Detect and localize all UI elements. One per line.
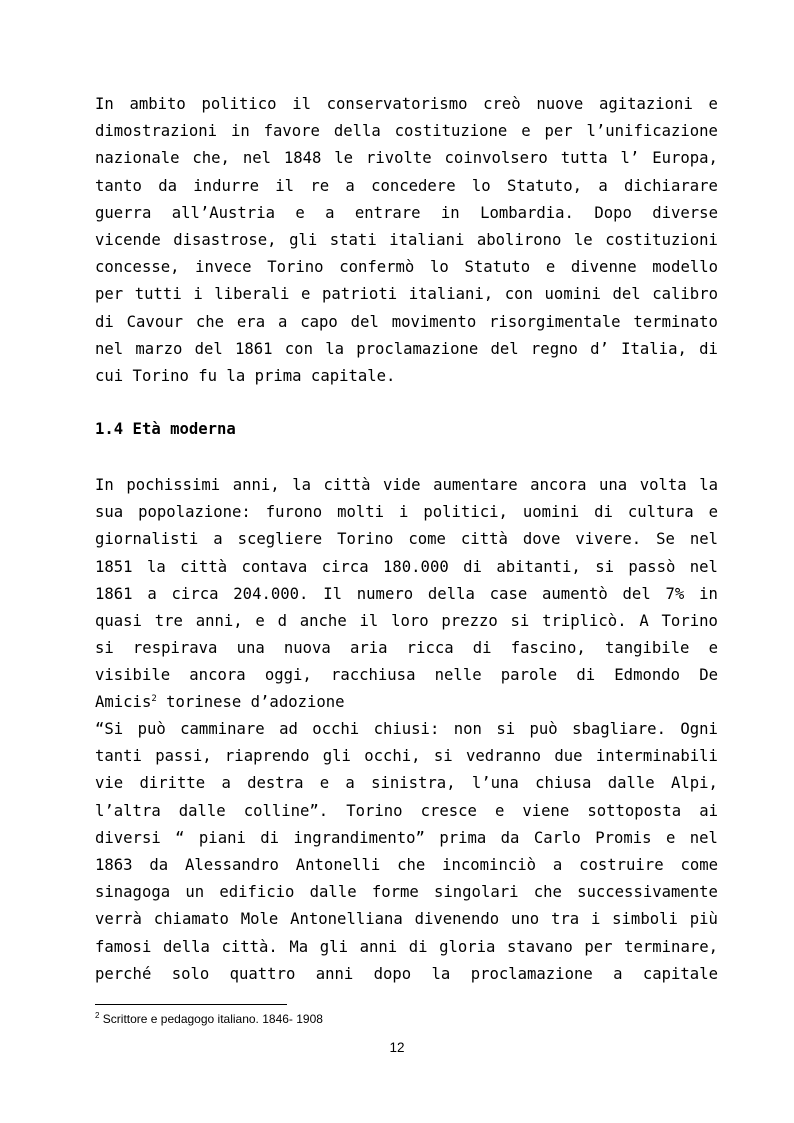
footnote [95,1012,323,1026]
text-line: famosi della città. Ma gli anni di gloria stavano per terminare, [95,937,718,956]
text-line: 1861 a circa 204.000. Il numero della case aumentò del 7% in [95,584,718,603]
text-line: tanti passi, riaprendo gli occhi, si vedranno due interminabili [95,747,718,766]
text-line: l’altra dalle colline”. Torino cresce e viene sottoposta ai [95,801,718,820]
text-line: per tutti i liberali e patrioti italiani, con uomini del calibro [95,285,718,304]
footnote-number: 2 [95,1011,100,1020]
footnote-separator [95,1004,287,1005]
text-line: sua popolazione: furono molti i politici, uomini di cultura e [95,503,718,522]
section-heading: 1.4 Età moderna [95,420,236,438]
text-line: concesse, invece Torino confermò lo Statuto e divenne modello [95,258,718,277]
text-line: In pochissimi anni, la città vide aumentare ancora una volta la [95,476,718,494]
text-line: si respirava una nuova aria ricca di fascino, tangibile e [95,639,718,658]
text-line: quasi tre anni, e d anche il loro prezzo si triplicò. A Torino [95,612,718,630]
text-line: cui Torino fu la prima capitale. [95,367,396,385]
text-line: giornalisti a scegliere Torino come città dove vivere. Se nel [95,530,718,549]
text-line: nazionale che, nel 1848 le rivolte coinvolsero tutta l’ Europa, [95,149,718,168]
text-line: vicende disastrose, gli stati italiani abolirono le costituzioni [95,231,718,249]
text-line: 1863 da Alessandro Antonelli che incominciò a costruire come [95,856,718,874]
text-line: tanto da indurre il re a concedere lo Statuto, a dichiarare [95,176,718,195]
text-line: sinagoga un edificio dalle forme singolari che successivamente [95,883,718,902]
page-number: 12 [389,1040,405,1055]
text-line: guerra all’Austria e a entrare in Lombardia. Dopo diverse [95,203,718,222]
text-line: nel marzo del 1861 con la proclamazione del regno d’ Italia, di [95,339,718,358]
text-line: di Cavour che era a capo del movimento risorgimentale terminato [95,312,718,331]
text-line: 1851 la città contava circa 180.000 di abitanti, si passò nel [95,557,718,576]
amicis-text: Amicis [95,693,152,711]
text-line: dimostrazioni in favore della costituzione e per l’unificazione [95,122,718,141]
text-line-amicis [95,689,718,716]
text-line: visibile ancora oggi, racchiusa nelle parole di Edmondo De [95,666,718,685]
text-line: perché solo quattro anni dopo la proclamazione a capitale [95,964,718,983]
text-line: In ambito politico il conservatorismo creò nuove agitazioni e [95,95,718,113]
text-line: vie diritte a destra e a sinistra, l’una chiusa dalle Alpi, [95,774,718,793]
text-line: “Si può camminare ad occhi chiusi: non si può sbagliare. Ogni [95,720,718,738]
amicis-text-after: torinese d’adozione [156,693,345,711]
text-line: diversi “ piani di ingrandimento” prima da Carlo Promis e nel [95,828,718,847]
text-line: verrà chiamato Mole Antonelliana divenendo uno tra i simboli più [95,910,718,929]
footnote-ref-marker[interactable]: 2 [151,693,157,704]
footnote-text: Scrittore e pedagogo italiano. 1846- 1908 [99,1012,323,1026]
